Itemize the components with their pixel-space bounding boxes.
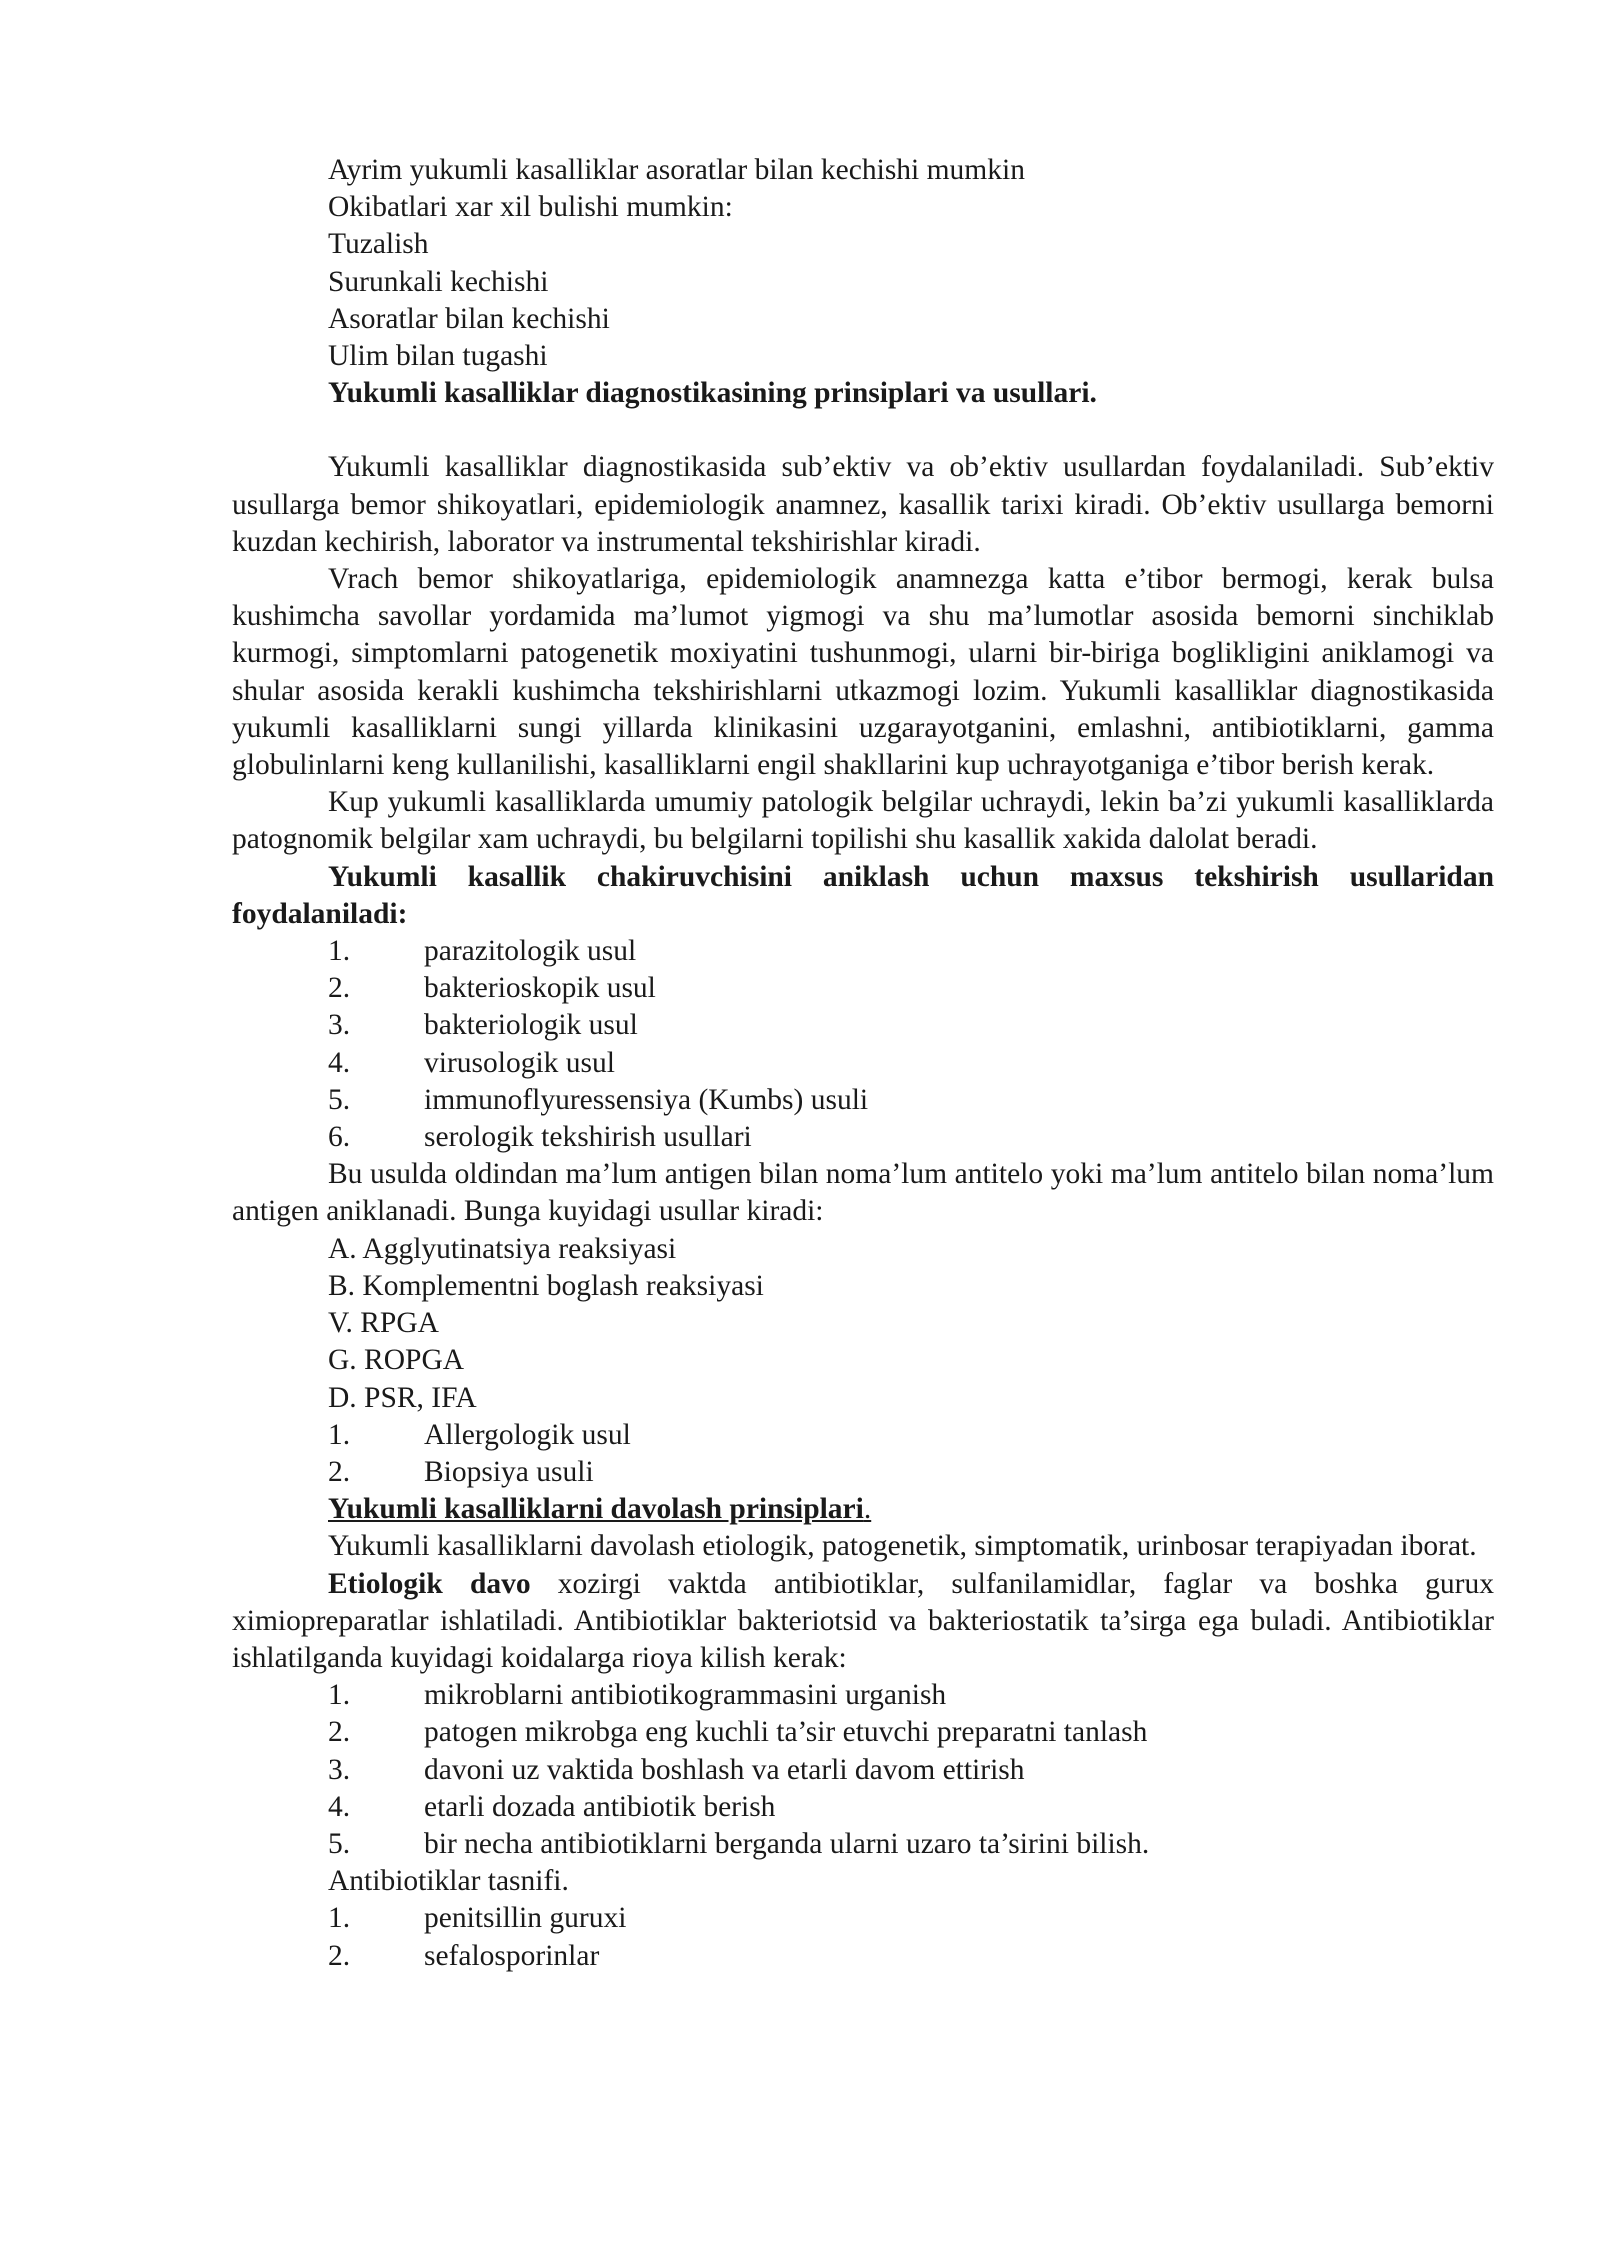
list-number: 6. (328, 1121, 351, 1154)
list-text: parazitologik usul (424, 935, 637, 968)
list-item (232, 1677, 1494, 1714)
intro-line: Okibatlari xar xil bulishi mumkin: (328, 191, 733, 224)
heading-period: . (863, 1493, 872, 1526)
list-item: G. ROPGA (328, 1344, 465, 1377)
list-text: Allergologik usul (424, 1418, 631, 1451)
paragraph-methods: Yukumli kasalliklar diagnostikasida sub’ektiv va ob’ektiv usullardan foydalaniladi. Sub’ektiv usullarga bemor shikoyatlari, epidemiologik anamnez, kasallik tarixi kiradi. Ob’ektiv usullarga bemorni kuzdan kechirish, laborator va instrumental tekshirishlar kiradi. (232, 451, 1494, 558)
list-item (232, 1082, 1494, 1119)
list-item (232, 1900, 1494, 1937)
list-text: Biopsiya usuli (424, 1455, 594, 1488)
paragraph-etiologic (232, 1566, 1494, 1678)
list-text: etarli dozada antibiotik berish (424, 1790, 776, 1823)
paragraph-treatment: Yukumli kasalliklarni davolash etiologik, patogenetik, simptomatik, urinbosar terapiyadan iborat. (328, 1530, 1477, 1563)
list-item (232, 1826, 1494, 1863)
list-item (232, 1789, 1494, 1826)
list-item (232, 1752, 1494, 1789)
antibiotic-rules-list (232, 1677, 1494, 1863)
list-number: 2. (328, 1939, 351, 1972)
list-number: 5. (328, 1827, 351, 1860)
antibiotic-groups-list (232, 1900, 1494, 1974)
list-item (232, 1007, 1494, 1044)
section-heading-treatment (232, 1491, 1494, 1528)
list-item (232, 1454, 1494, 1491)
intro-block (232, 152, 1494, 375)
section-heading-special-methods: Yukumli kasallik chakiruvchisini aniklash uchun maxsus tekshirish usullaridan foydalaniladi: (232, 860, 1494, 930)
list-number: 2. (328, 1455, 351, 1488)
list-text: bakteriologik usul (424, 1009, 638, 1042)
list-item (232, 1045, 1494, 1082)
section-heading-diagnostics: Yukumli kasalliklar diagnostikasining prinsiplari va usullari. (328, 377, 1097, 410)
list-number: 2. (328, 972, 351, 1005)
list-item: V. RPGA (328, 1307, 439, 1340)
etiologic-text: xozirgi vaktda antibiotiklar, sulfanilamidlar, faglar va boshka gurux ximiopreparatlar ishlatiladi. Antibiotiklar bakteriotsid va bakteriostatik ta’sirga ega buladi. Antibiotiklar ishlatilganda kuyidagi koidalarga rioya kilish kerak: (232, 1567, 1495, 1674)
list-text: serologik tekshirish usullari (424, 1121, 752, 1154)
paragraph-serology: Bu usulda oldindan ma’lum antigen bilan noma’lum antitelo yoki ma’lum antitelo bilan noma’lum antigen aniklanadi. Bunga kuyidagi usullar kiradi: (232, 1158, 1494, 1228)
list-number: 2. (328, 1716, 351, 1749)
classification-title: Antibiotiklar tasnifi. (328, 1865, 569, 1898)
list-text: penitsillin guruxi (424, 1902, 627, 1935)
list-number: 5. (328, 1083, 351, 1116)
list-number: 4. (328, 1790, 351, 1823)
list-number: 1. (328, 1902, 351, 1935)
reaction-list (232, 1231, 1494, 1417)
list-text: virusologik usul (424, 1046, 615, 1079)
list-item (232, 933, 1494, 970)
list-item (232, 1714, 1494, 1751)
heading-text: Yukumli kasalliklarni davolash prinsiplari (328, 1493, 864, 1526)
intro-line: Surunkali kechishi (328, 265, 549, 298)
list-item (232, 1417, 1494, 1454)
list-number: 1. (328, 935, 351, 968)
list-number: 3. (328, 1753, 351, 1786)
intro-line: Ulim bilan tugashi (328, 340, 548, 373)
intro-line: Tuzalish (328, 228, 429, 261)
list-item: D. PSR, IFA (328, 1381, 477, 1414)
list-item (232, 1119, 1494, 1156)
list-text: patogen mikrobga eng kuchli ta’sir etuvchi preparatni tanlash (424, 1716, 1148, 1749)
list-number: 1. (328, 1418, 351, 1451)
paragraph-doctor: Vrach bemor shikoyatlariga, epidemiologik anamnezga katta e’tibor bermogi, kerak bulsa kushimcha savollar yordamida ma’lumot yigmogi va shu ma’lumotlar asosida bemorni sinchiklab kurmogi, simptomlarni patogenetik moxiyatini tushunmogi, ularni bir-biriga boglikligini aniklamogi va shular asosida kerakli kushimcha tekshirishlarni utkazmogi lozim. Yukumli kasalliklar diagnostikasida yukumli kasalliklarni sungi yillarda klinikasini uzgarayotganini, emlashni, antibiotiklarni, gamma globulinlarni keng kullanilishi, kasalliklarni engil shakllarini kup uchrayotganiga e’tibor berish kerak. (232, 563, 1494, 782)
additional-methods-list (232, 1417, 1494, 1491)
list-text: bir necha antibiotiklarni berganda ularni uzaro ta’sirini bilish. (424, 1827, 1150, 1860)
list-item: B. Komplementni boglash reaksiyasi (328, 1269, 764, 1302)
list-number: 1. (328, 1679, 351, 1712)
list-text: davoni uz vaktida boshlash va etarli davom ettirish (424, 1753, 1025, 1786)
intro-line: Asoratlar bilan kechishi (328, 302, 610, 335)
methods-list (232, 933, 1494, 1156)
list-text: mikroblarni antibiotikogrammasini urganish (424, 1679, 947, 1712)
etiologic-term: Etiologik davo (328, 1567, 531, 1600)
list-number: 4. (328, 1046, 351, 1079)
blank-line (232, 412, 1494, 449)
list-number: 3. (328, 1009, 351, 1042)
list-item: A. Agglyutinatsiya reaksiyasi (328, 1232, 677, 1265)
list-text: bakterioskopik usul (424, 972, 656, 1005)
list-text: immunoflyuressensiya (Kumbs) usuli (424, 1083, 869, 1116)
intro-line: Ayrim yukumli kasalliklar asoratlar bilan kechishi mumkin (328, 154, 1025, 186)
paragraph-signs: Kup yukumli kasalliklarda umumiy patologik belgilar uchraydi, lekin ba’zi yukumli kasalliklarda patognomik belgilar xam uchraydi, bu belgilarni topilishi shu kasallik xakida dalolat beradi. (232, 786, 1494, 856)
document-page (232, 152, 1494, 1975)
list-item (232, 1938, 1494, 1975)
list-text: sefalosporinlar (424, 1939, 600, 1972)
list-item (232, 970, 1494, 1007)
